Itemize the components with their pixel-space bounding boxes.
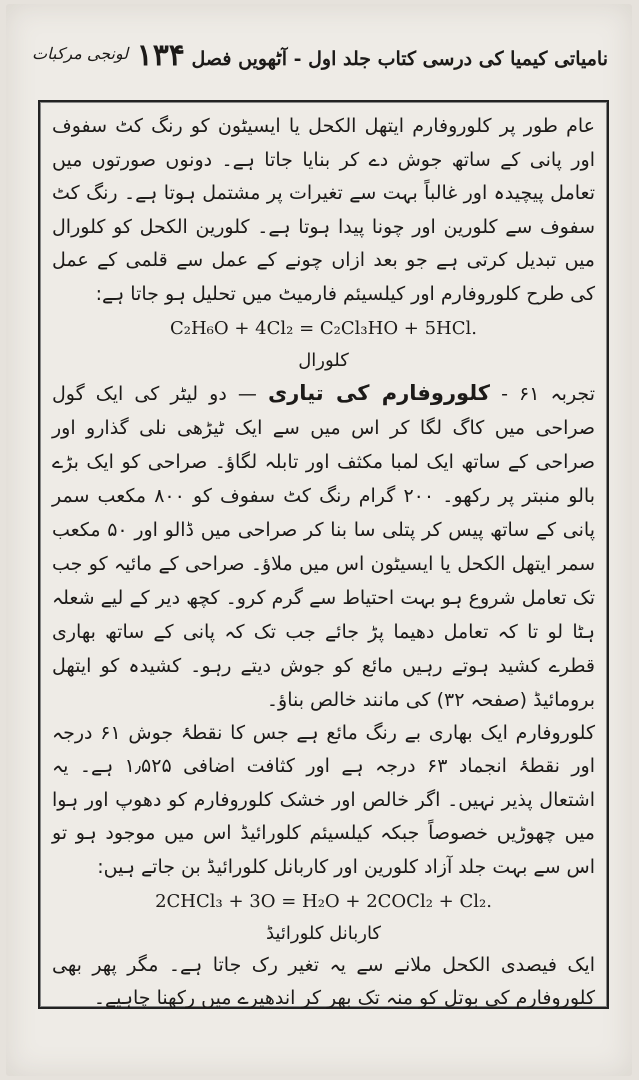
experiment-heading: کلوروفارم کی تیاری	[267, 380, 491, 405]
text-frame	[38, 100, 609, 1009]
running-head: لونجی مرکبات	[32, 44, 129, 63]
equation-caption-carbonyl: کاربانل کلورائیڈ	[265, 922, 381, 944]
book-page	[6, 4, 632, 1076]
paragraph-properties: کلوروفارم ایک بھاری بے رنگ مائع ہے جس کا نقطۂ جوش ۶۱ درجہ اور نقطۂ انجماد ۶۳ درجہ ہے اور کثافت اضافی ۱٫۵۲۵ ہے۔ یہ اشتعال پذیر نہیں۔ اگر خالص اور خشک کلوروفارم کو دھوپ اور ہوا میں چھوڑیں خصوصاً جبکہ کیلسیئم کلورائیڈ اس میں موجود ہو تو اس سے بہت جلد آزاد کلورین اور کاربانل کلورائیڈ بن جاتے ہیں:	[52, 721, 595, 878]
page-number: ۱۳۴	[136, 38, 185, 73]
equation-chloral: C₂H₆O + 4Cl₂ = C₂Cl₃HO + 5HCl.	[169, 317, 478, 339]
paragraph-storage: ایک فیصدی الکحل ملانے سے یہ تغیر رک جاتا ہے۔ مگر پھر بھی کلوروفارم کی بوتل کو منہ تک بھر کر اندھیرے میں رکھنا چاہیے۔	[52, 953, 595, 1010]
page-body	[52, 110, 595, 1010]
page-title	[131, 38, 608, 73]
page-header	[26, 34, 612, 94]
equation-carbonyl: 2CHCl₃ + 3O = H₂O + 2COCl₂ + Cl₂.	[155, 890, 492, 912]
experiment-text: — دو لیٹر کی ایک گول صراحی میں کاگ لگا کر اس میں سے ایک ٹیڑھی نلی گذارو اور صراحی کے ساتھ ایک لمبا مکثف اور تابلہ لگاؤ۔ صراحی کو ایک بڑے بالو منبتر پر رکھو۔ ۲۰۰ گرام رنگ کٹ سفوف کو ۸۰۰ مکعب سمر پانی کے ساتھ پیس کر پتلی سا بنا کر صراحی میں ڈالو اور ۵۰ مکعب سمر ایتھل الکحل یا ایسیٹون اس میں ملاؤ۔ صراحی کے مائیہ کو جب تک تعامل شروع ہو بہت احتیاط سے گرم کرو۔ کچھ دیر کے لیے شعلہ ہٹا لو تا کہ تعامل دھیما پڑ جائے جب تک کہ پانی کے ساتھ بھاری قطرے کشید ہوتے رہیں مائع کو جوش دیتے رہو۔ کشیدہ کو ایتھل برومائیڈ (صفحہ ۳۲) کی مانند خالص بناؤ۔	[52, 382, 595, 711]
experiment-label: تجربہ ۶۱ -	[501, 382, 595, 405]
chapter-title: نامیاتی کیمیا کی درسی کتاب جلد اول - آٹھویں فصل	[191, 48, 608, 70]
equation-caption-chloral: کلورال	[298, 349, 349, 371]
paragraph-preparation: عام طور پر کلوروفارم ایتھل الکحل یا ایسیٹون کو رنگ کٹ سفوف اور پانی کے ساتھ جوش دے کر بنایا جاتا ہے۔ دونوں صورتوں میں تعامل پیچیدہ اور غالباً بہت سے تغیرات پر مشتمل ہوتا ہے۔ رنگ کٹ سفوف سے کلورین اور چونا پیدا ہوتا ہے۔ کلورین الکحل کو کلورال میں تبدیل کرتی ہے جو بعد ازاں چونے کے عمل سے قلمی کے عمل کی طرح کلوروفارم اور کیلسیئم فارمیٹ میں تحلیل ہو جاتا ہے:	[52, 115, 595, 305]
experiment-block	[52, 376, 595, 717]
